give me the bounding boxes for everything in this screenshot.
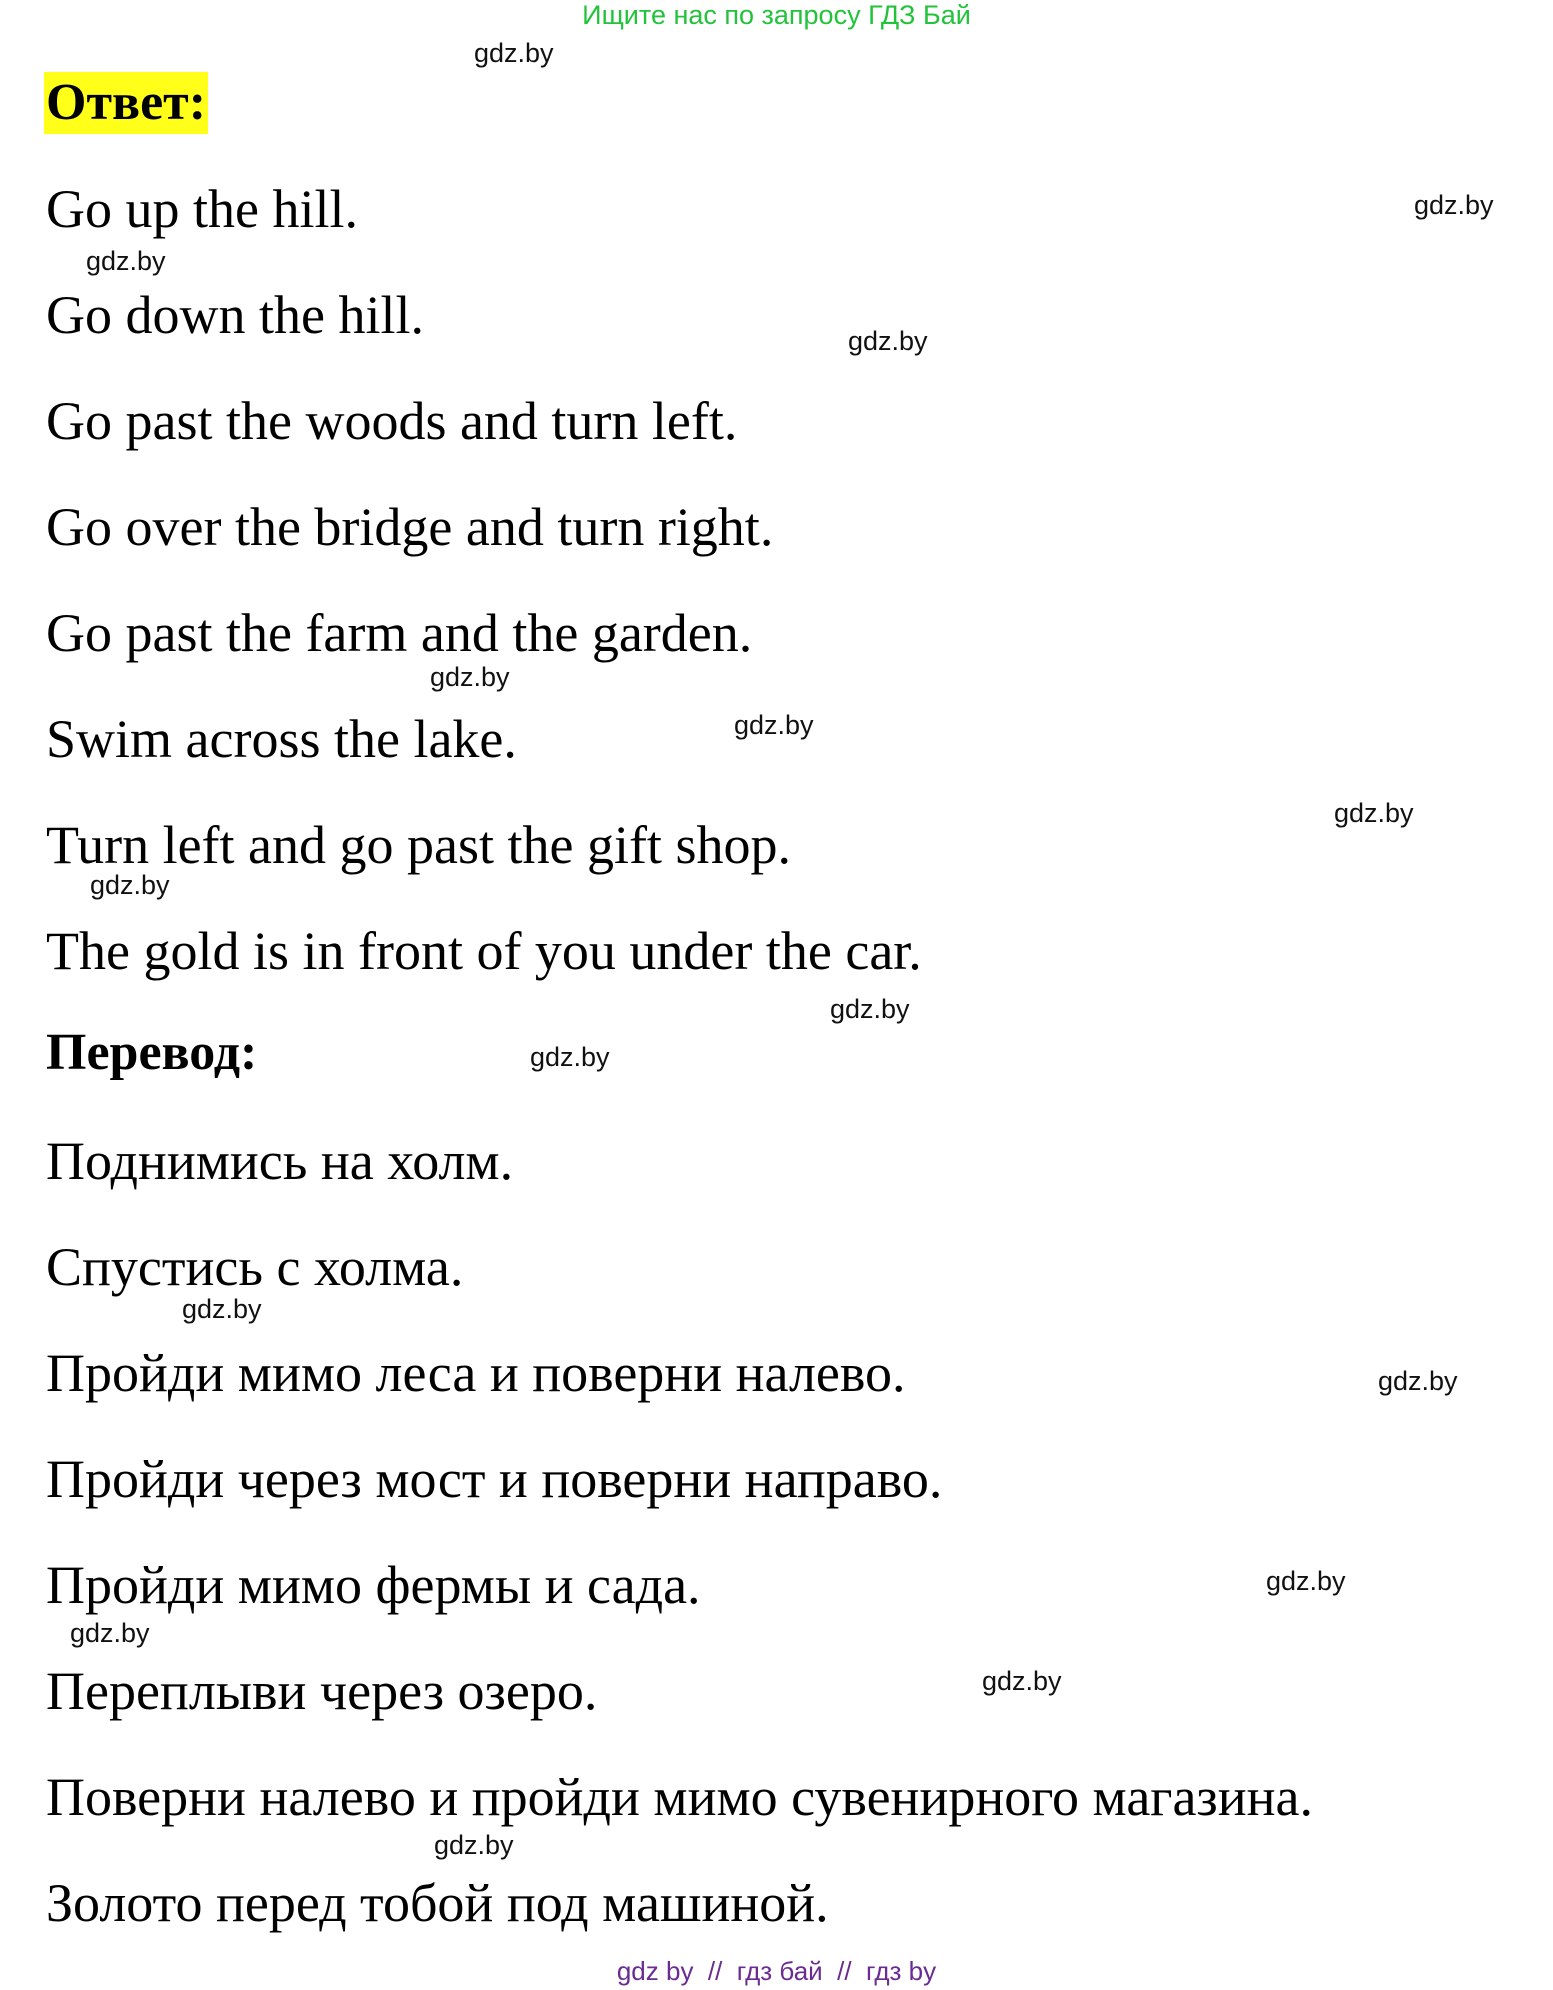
watermark: gdz.by: [1414, 190, 1494, 220]
watermark: gdz.by: [474, 38, 554, 68]
watermark: gdz.by: [734, 710, 814, 740]
answer-line: Turn left and go past the gift shop.: [46, 815, 791, 875]
answer-line: Go over the bridge and turn right.: [46, 497, 774, 557]
watermark: gdz.by: [182, 1294, 262, 1324]
answer-line: The gold is in front of you under the car.: [46, 921, 922, 981]
watermark: gdz.by: [1266, 1566, 1346, 1596]
translation-line: Спустись с холма.: [46, 1237, 464, 1297]
answer-line: Swim across the lake.: [46, 709, 517, 769]
answer-line: Go down the hill.: [46, 285, 424, 345]
watermark: gdz.by: [430, 662, 510, 692]
answer-line: Go up the hill.: [46, 179, 358, 239]
translation-line: Поверни налево и пройди мимо сувенирного магазина.: [46, 1767, 1314, 1827]
watermark: gdz.by: [830, 994, 910, 1024]
answer-line: Go past the woods and turn left.: [46, 391, 738, 451]
translation-line: Пройди мимо фермы и сада.: [46, 1555, 701, 1615]
watermark: gdz.by: [434, 1830, 514, 1860]
top-banner: Ищите нас по запросу ГДЗ Бай: [582, 0, 971, 30]
footer-links[interactable]: gdz by // гдз бай // гдз by: [616, 1956, 937, 1986]
watermark: gdz.by: [848, 326, 928, 356]
translation-heading: Перевод:: [46, 1024, 258, 1081]
watermark: gdz.by: [90, 870, 170, 900]
answer-heading: Ответ:: [44, 72, 208, 134]
translation-line: Пройди через мост и поверни направо.: [46, 1449, 943, 1509]
answer-line: Go past the farm and the garden.: [46, 603, 753, 663]
translation-line: Пройди мимо леса и поверни налево.: [46, 1343, 906, 1403]
translation-line: Переплыви через озеро.: [46, 1661, 598, 1721]
watermark: gdz.by: [70, 1618, 150, 1648]
watermark: gdz.by: [982, 1666, 1062, 1696]
watermark: gdz.by: [1334, 798, 1414, 828]
watermark: gdz.by: [86, 246, 166, 276]
watermark: gdz.by: [530, 1042, 610, 1072]
watermark: gdz.by: [1378, 1366, 1458, 1396]
translation-line: Золото перед тобой под машиной.: [46, 1873, 829, 1933]
translation-line: Поднимись на холм.: [46, 1131, 514, 1191]
